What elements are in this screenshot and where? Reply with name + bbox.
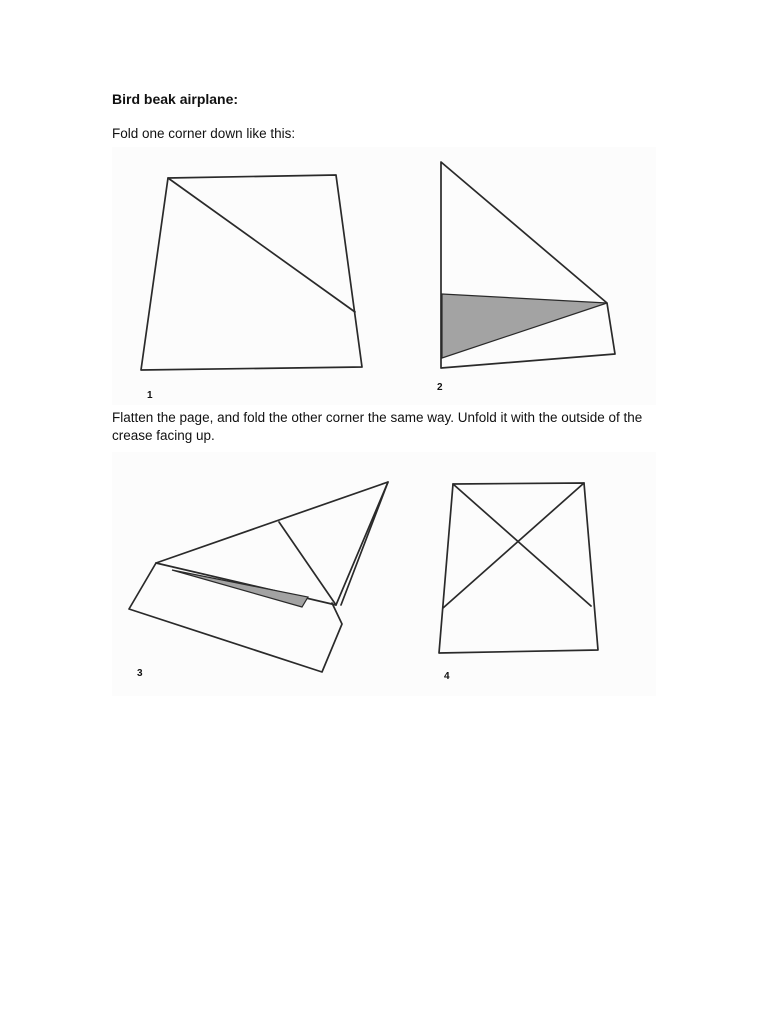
step-3-diagram	[129, 482, 388, 672]
step-2-diagram	[441, 162, 615, 368]
step-3-shaded-flap	[172, 570, 308, 607]
step-1-diagram	[141, 175, 362, 370]
step-4-sheet-outline	[439, 483, 598, 653]
step-1-fold-line	[168, 178, 355, 312]
step-3-lower-sheet	[129, 563, 342, 672]
folding-diagrams-svg-bottom	[112, 452, 656, 696]
step-3-top-flap	[156, 482, 388, 605]
step-2-folded-flap	[442, 294, 607, 358]
figure-number-1: 1	[147, 390, 153, 401]
step-4-crease-1	[453, 484, 591, 606]
step-4-diagram	[439, 483, 598, 653]
page-title: Bird beak airplane:	[112, 91, 239, 107]
figure-number-3: 3	[137, 668, 143, 679]
figure-number-4: 4	[444, 671, 450, 682]
step-1-sheet-outline	[141, 175, 362, 370]
folding-diagrams-top	[112, 147, 656, 405]
folding-diagrams-svg-top	[112, 147, 656, 405]
step-4-crease-2	[443, 483, 584, 608]
folding-diagrams-bottom	[112, 452, 656, 696]
instruction-2: Flatten the page, and fold the other corner the same way. Unfold it with the outside of the crease facing up.	[112, 410, 643, 443]
step-3-second-flap	[341, 482, 388, 605]
figure-number-2: 2	[437, 382, 443, 393]
instruction-1: Fold one corner down like this:	[112, 126, 296, 141]
